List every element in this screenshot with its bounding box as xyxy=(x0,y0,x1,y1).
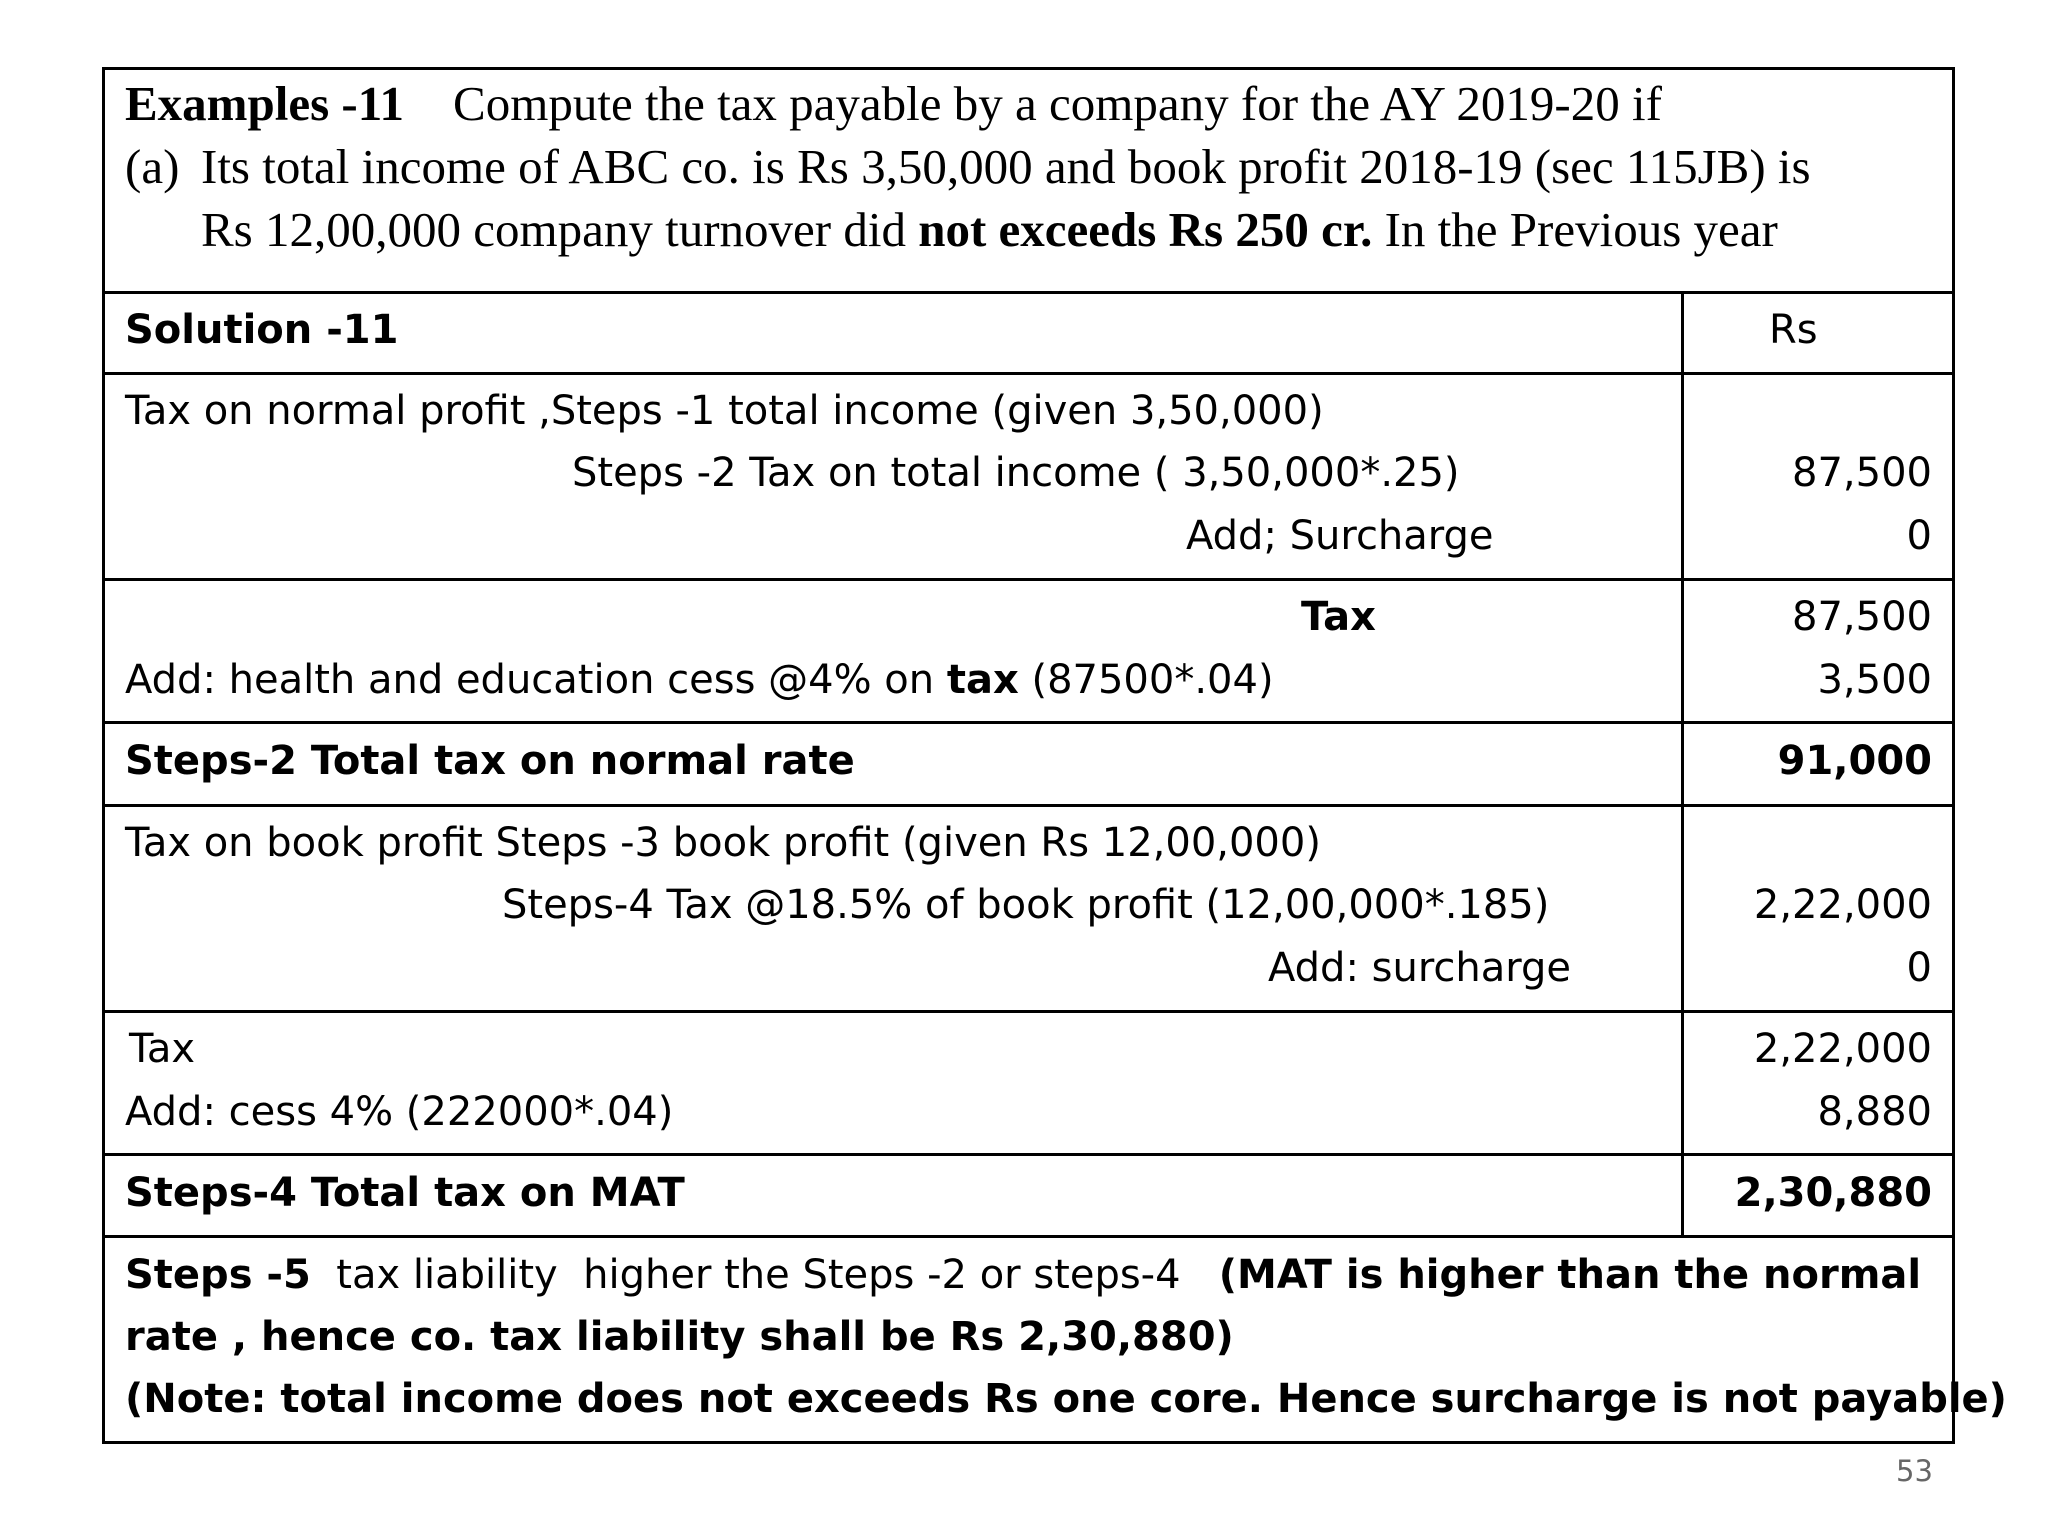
question-line xyxy=(125,72,1662,135)
divider xyxy=(105,1153,1952,1156)
conclusion-line-1: Steps -5 tax liability higher the Steps -2 or steps-4 (MAT is higher than the normal xyxy=(125,1252,1922,1298)
book-step4-value: 2,22,000 xyxy=(1753,882,1932,928)
book-step3: Tax on book profit Steps -3 book profit (given Rs 12,00,000) xyxy=(125,820,1321,866)
divider xyxy=(105,291,1952,294)
normal-cess: Add: health and education cess @4% on tax (87500*.04) xyxy=(125,657,1274,703)
question-text-2: Rs 12,00,000 company turnover did not exceeds Rs 250 cr. In the Previous year xyxy=(201,202,1778,257)
conclusion-note: (Note: total income does not exceeds Rs one core. Hence surcharge is not payable) xyxy=(125,1376,2007,1422)
column-divider xyxy=(1681,291,1684,1235)
book-cess-value: 8,880 xyxy=(1817,1089,1932,1135)
divider xyxy=(105,804,1952,807)
book-step4: Steps-4 Tax @18.5% of book profit (12,00,000*.185) xyxy=(502,882,1550,928)
conclusion-line-2: rate , hence co. tax liability shall be Rs 2,30,880) xyxy=(125,1314,1234,1360)
divider xyxy=(105,1010,1952,1013)
example-title: Examples -11 xyxy=(125,76,405,131)
normal-step1: Tax on normal profit ,Steps -1 total income (given 3,50,000) xyxy=(125,388,1324,434)
question-text-1: Its total income of ABC co. is Rs 3,50,000 and book profit 2018-19 (sec 115JB) is xyxy=(201,139,1811,194)
divider xyxy=(105,578,1952,581)
book-surcharge: Add: surcharge xyxy=(1268,945,1571,991)
mat-total-label: Steps-4 Total tax on MAT xyxy=(125,1170,685,1216)
normal-tax-label: Tax xyxy=(1301,594,1376,640)
normal-step2-value: 87,500 xyxy=(1792,450,1932,496)
question-intro: Compute the tax payable by a company for the AY 2019-20 if xyxy=(453,76,1662,131)
divider xyxy=(105,372,1952,375)
normal-surcharge: Add; Surcharge xyxy=(1186,513,1494,559)
book-tax-value: 2,22,000 xyxy=(1753,1026,1932,1072)
normal-cess-value: 3,500 xyxy=(1817,657,1932,703)
book-tax-label: Tax xyxy=(129,1026,195,1072)
item-label: (a) xyxy=(125,139,180,194)
divider xyxy=(105,1235,1952,1238)
normal-total-value: 91,000 xyxy=(1777,738,1932,784)
solution-label: Solution -11 xyxy=(125,307,399,353)
normal-tax-value: 87,500 xyxy=(1792,594,1932,640)
currency-header: Rs xyxy=(1769,307,1818,353)
normal-total-label: Steps-2 Total tax on normal rate xyxy=(125,738,855,784)
normal-surcharge-value: 0 xyxy=(1906,513,1932,559)
mat-total-value: 2,30,880 xyxy=(1734,1170,1932,1216)
normal-step2: Steps -2 Tax on total income ( 3,50,000*.25) xyxy=(572,450,1460,496)
solution-table xyxy=(102,67,2007,1444)
book-surcharge-value: 0 xyxy=(1906,945,1932,991)
book-cess: Add: cess 4% (222000*.04) xyxy=(125,1089,674,1135)
divider xyxy=(105,721,1952,724)
page-number: 53 xyxy=(1896,1454,1933,1488)
